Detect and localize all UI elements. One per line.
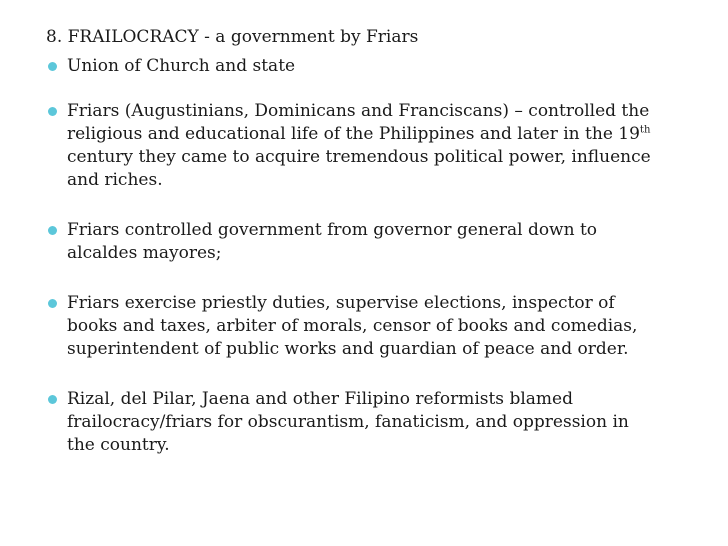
bullet-dot-icon [48,107,57,116]
bullet-line-text: religious and educational life of the Philippines and later in the 19 [67,124,640,144]
bullet-dot-icon [48,395,57,404]
bullet-line: Rizal, del Pilar, Jaena and other Filipino reformists blamed [67,389,573,409]
bullet-item [46,292,716,361]
bullet-line: alcaldes mayores; [67,243,222,263]
bullet-line: superintendent of public works and guardian of peace and order. [67,339,629,359]
bullet-line: the country. [67,435,170,455]
bullet-line: century they came to acquire tremendous political power, influence [67,147,651,167]
bullet-line: Friars exercise priestly duties, supervise elections, inspector of [67,293,615,313]
slide-heading: 8. FRAILOCRACY - a government by Friars [46,27,419,47]
bullet-dot-icon [48,226,57,235]
bullet-line: Union of Church and state [67,56,296,76]
bullet-list [46,55,716,457]
bullet-line: and riches. [67,170,163,190]
bullet-line: frailocracy/friars for obscurantism, fanaticism, and oppression in [67,412,629,432]
bullet-line: Friars (Augustinians, Dominicans and Franciscans) – controlled the [67,101,650,121]
bullet-item [46,219,716,265]
bullet-line-with-superscript [67,123,716,146]
bullet-line: Friars controlled government from governor general down to [67,220,598,240]
bullet-item [46,55,716,78]
ordinal-superscript: th [639,124,651,136]
bullet-item [46,100,716,192]
bullet-item [46,388,716,457]
bullet-line: books and taxes, arbiter of morals, censor of books and comedias, [67,316,638,336]
bullet-dot-icon [48,62,57,71]
bullet-dot-icon [48,299,57,308]
